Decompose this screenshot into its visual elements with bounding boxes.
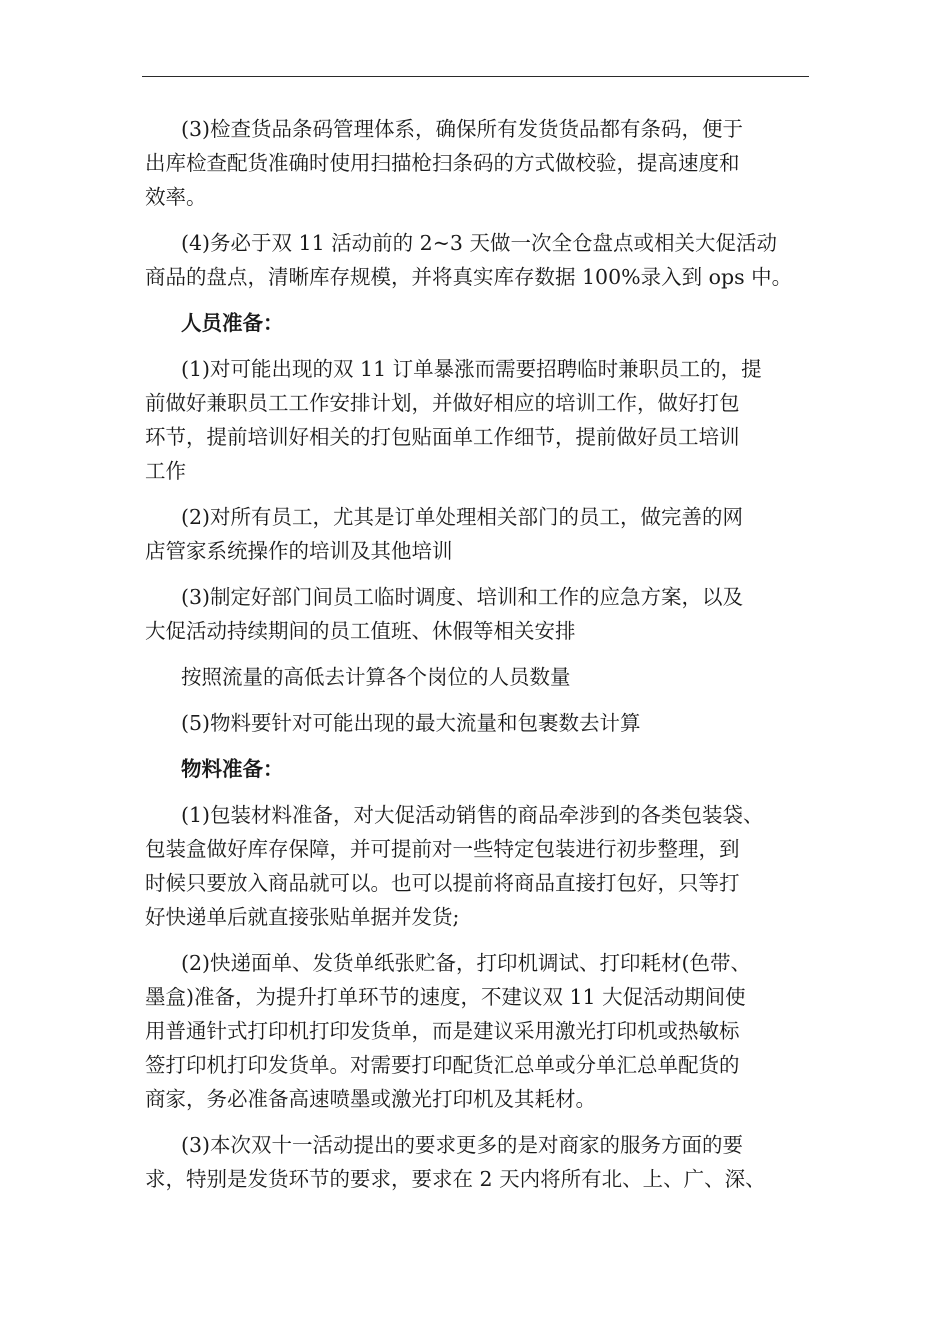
text-line: 前做好兼职员工工作安排计划，并做好相应的培训工作，做好打包 [145,391,740,415]
text-line: (2)对所有员工，尤其是订单处理相关部门的员工，做完善的网 [181,505,744,529]
text-line: 好快递单后就直接张贴单据并发货; [145,905,460,929]
text-line: 时候只要放入商品就可以。也可以提前将商品直接打包好，只等打 [145,871,740,895]
paragraph [145,226,825,294]
section-heading [145,752,825,786]
text-line: 物料准备： [181,757,284,781]
paragraph [145,946,825,1116]
text-line: 求，特别是发货环节的要求，要求在 2 天内将所有北、上、广、深、 [145,1167,766,1191]
text-line: 大促活动持续期间的员工值班、休假等相关安排 [145,619,576,643]
text-line: (3)制定好部门间员工临时调度、培训和工作的应急方案，以及 [181,585,744,609]
text-line: (2)快递面单、发货单纸张贮备，打印机调试、打印耗材(色带、 [181,951,752,975]
text-line: 按照流量的高低去计算各个岗位的人员数量 [181,665,571,689]
text-line: 环节，提前培训好相关的打包贴面单工作细节，提前做好员工培训 [145,425,740,449]
header-rule [142,76,809,77]
text-line: 用普通针式打印机打印发货单，而是建议采用激光打印机或热敏标 [145,1019,740,1043]
paragraph [145,112,825,214]
text-line: 效率。 [145,185,207,209]
paragraph [145,798,825,934]
text-line: (1)包装材料准备，对大促活动销售的商品牵涉到的各类包装袋、 [181,803,764,827]
text-line: 商家，务必准备高速喷墨或激光打印机及其耗材。 [145,1087,596,1111]
text-line: (4)务必于双 11 活动前的 2~3 天做一次全仓盘点或相关大促活动 [181,231,777,255]
text-line: (3)检查货品条码管理体系，确保所有发货货品都有条码，便于 [181,117,744,141]
text-line: (1)对可能出现的双 11 订单暴涨而需要招聘临时兼职员工的，提 [181,357,762,381]
document-body [145,112,825,1208]
text-line: (3)本次双十一活动提出的要求更多的是对商家的服务方面的要 [181,1133,744,1157]
paragraph [145,660,825,694]
text-line: 签打印机打印发货单。对需要打印配货汇总单或分单汇总单配货的 [145,1053,740,1077]
text-line: 出库检查配货准确时使用扫描枪扫条码的方式做校验，提高速度和 [145,151,740,175]
paragraph [145,1128,825,1196]
text-line: 人员准备： [181,311,284,335]
text-line: (5)物料要针对可能出现的最大流量和包裹数去计算 [181,711,641,735]
text-line: 商品的盘点，清晰库存规模，并将真实库存数据 100%录入到 ops 中。 [145,265,793,289]
section-heading [145,306,825,340]
paragraph [145,352,825,488]
paragraph [145,580,825,648]
text-line: 墨盒)准备，为提升打单环节的速度，不建议双 11 大促活动期间使 [145,985,746,1009]
text-line: 包装盒做好库存保障，并可提前对一些特定包装进行初步整理，到 [145,837,740,861]
text-line: 工作 [145,459,186,483]
text-line: 店管家系统操作的培训及其他培训 [145,539,453,563]
paragraph [145,706,825,740]
paragraph [145,500,825,568]
